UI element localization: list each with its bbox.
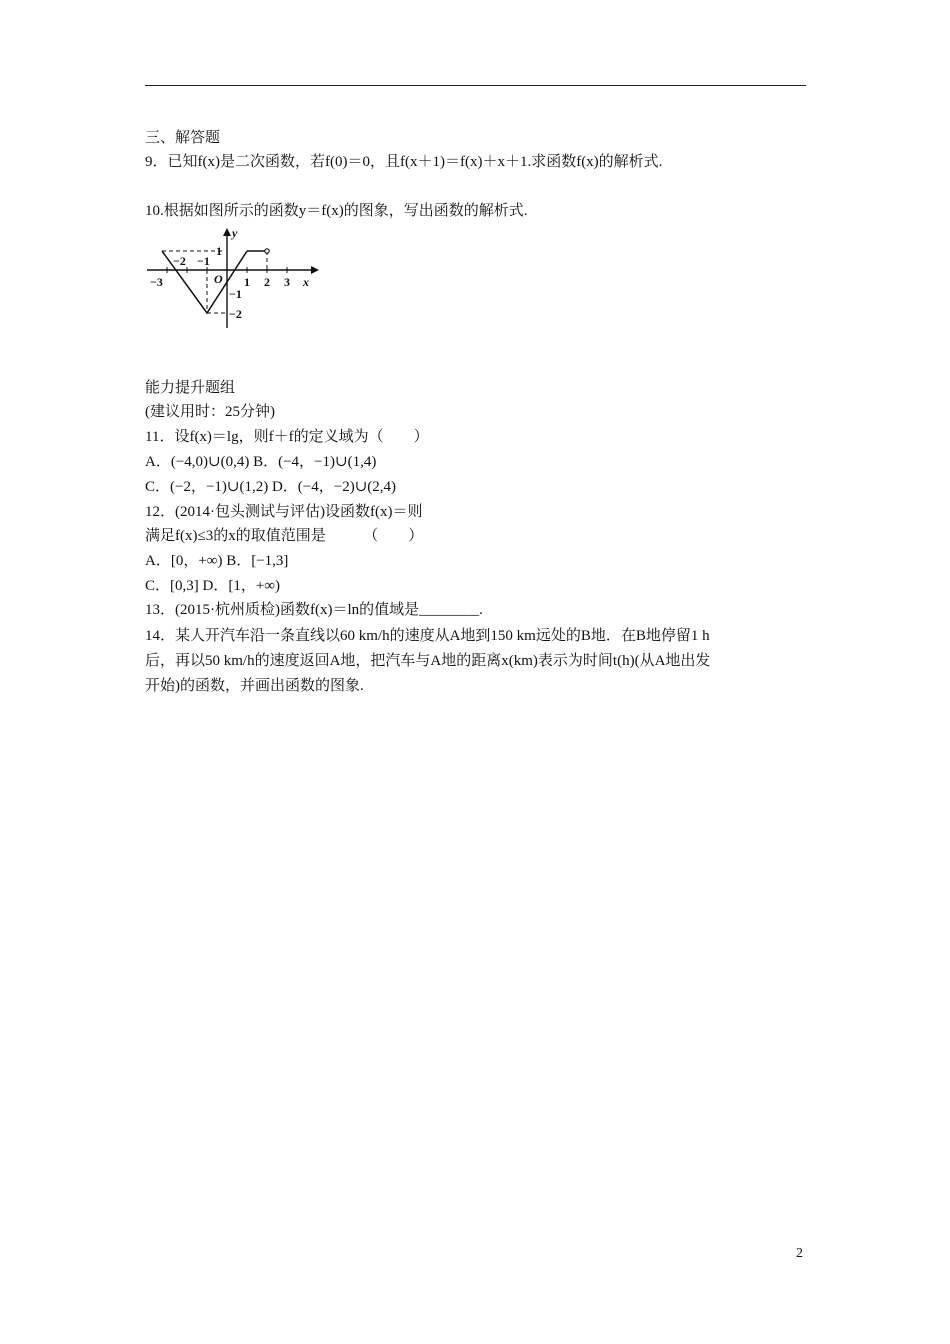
question-12-line-2: 满足f(x)≤3的x的取值范围是 （ ） [145, 528, 424, 544]
open-endpoint [265, 249, 269, 253]
question-12-options-cd: C．[0,3] D．[1，+∞) [145, 578, 280, 594]
function-graph [145, 224, 320, 334]
question-9: 9．已知f(x)是二次函数，若f(0)＝0，且f(x＋1)＝f(x)＋x＋1.求函数f(x)的解析式. [145, 154, 663, 170]
time-hint: (建议用时：25分钟) [145, 404, 275, 420]
x-tick-label: −3 [150, 275, 163, 289]
origin-label: O [214, 272, 223, 286]
question-11: 11．设f(x)＝lg，则f＋f的定义域为（ ） [145, 429, 429, 445]
y-axis-arrow [223, 228, 231, 236]
axis-y-label: y [232, 226, 238, 240]
axis-x-label: x [303, 275, 309, 289]
question-12-line-1: 12．(2014·包头测试与评估)设函数f(x)＝则 [145, 504, 423, 520]
question-14-line-2: 后，再以50 km/h的速度返回A地，把汽车与A地的距离x(km)表示为时间t(h)(从A地出发 [145, 653, 711, 669]
header-rule [145, 85, 806, 86]
page-number: 2 [796, 1246, 803, 1261]
x-tick-label: 2 [264, 275, 270, 289]
question-14-line-1: 14．某人开汽车沿一条直线以60 km/h的速度从A地到150 km远处的B地．在B地停留1 h [145, 628, 710, 644]
question-13: 13．(2015·杭州质检)函数f(x)＝ln的值域是________. [145, 602, 483, 618]
question-12-options-ab: A．[0，+∞) B．[−1,3] [145, 553, 289, 569]
x-tick-label: 3 [284, 275, 290, 289]
group-title: 能力提升题组 [145, 380, 236, 396]
section-title: 三、解答题 [145, 130, 221, 146]
x-tick-label: 1 [244, 275, 250, 289]
y-tick-label: −1 [229, 287, 242, 301]
question-11-options-ab: A．(−4,0)∪(0,4) B．(−4，−1)∪(1,4) [145, 454, 377, 470]
question-10: 10.根据如图所示的函数y＝f(x)的图象，写出函数的解析式. [145, 203, 528, 219]
question-11-options-cd: C．(−2，−1)∪(1,2) D．(−4，−2)∪(2,4) [145, 479, 397, 495]
x-tick-label: −2 [173, 254, 186, 268]
question-14-line-3: 开始)的函数，并画出函数的图象. [145, 678, 364, 694]
y-tick-label: 1 [216, 244, 222, 258]
x-tick-label: −1 [197, 254, 210, 268]
y-tick-label: −2 [229, 307, 242, 321]
x-axis-arrow [311, 266, 319, 274]
